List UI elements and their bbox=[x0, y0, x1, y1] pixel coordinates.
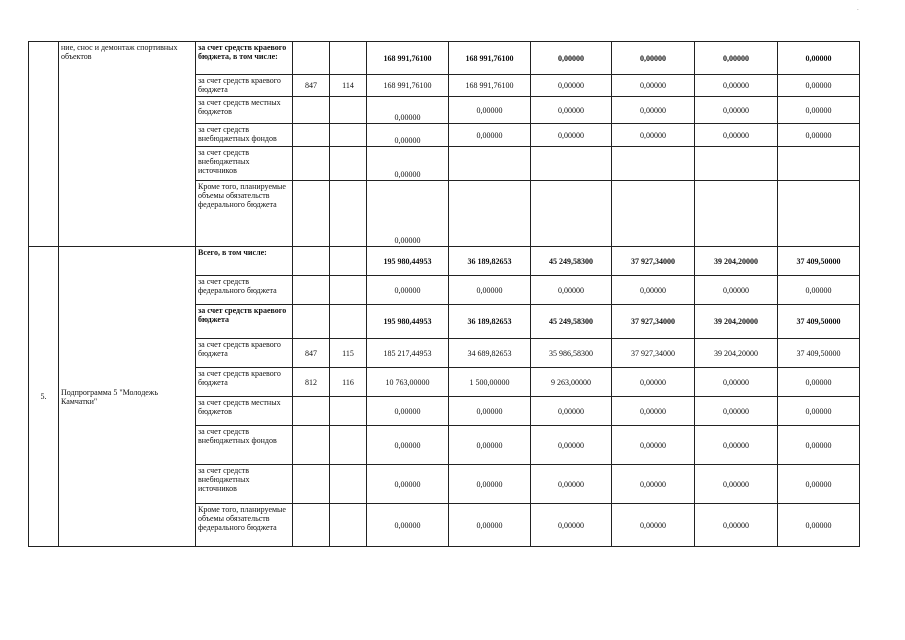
amount-cell: 34 689,82653 bbox=[449, 339, 531, 368]
amount-cell: 0,00000 bbox=[612, 368, 695, 397]
row-index bbox=[29, 42, 59, 247]
amount-cell: 185 217,44953 bbox=[367, 339, 449, 368]
amount-cell bbox=[695, 147, 778, 181]
expense-code bbox=[330, 504, 367, 547]
grbs-code bbox=[293, 397, 330, 426]
amount-cell: 0,00000 bbox=[449, 504, 531, 547]
amount-cell: 0,00000 bbox=[695, 465, 778, 504]
grbs-code bbox=[293, 465, 330, 504]
amount-cell: 0,00000 bbox=[612, 426, 695, 465]
amount-cell: 0,00000 bbox=[449, 276, 531, 305]
amount-cell bbox=[531, 147, 612, 181]
grbs-code bbox=[293, 42, 330, 75]
amount-cell: 168 991,76100 bbox=[449, 75, 531, 97]
amount-cell bbox=[449, 147, 531, 181]
expense-code bbox=[330, 426, 367, 465]
amount-cell: 0,00000 bbox=[778, 504, 860, 547]
amount-cell: 0,00000 bbox=[612, 397, 695, 426]
amount-cell bbox=[612, 147, 695, 181]
amount-cell: 45 249,58300 bbox=[531, 247, 612, 276]
amount-cell: 39 204,20000 bbox=[695, 247, 778, 276]
amount-cell: 0,00000 bbox=[695, 124, 778, 147]
amount-cell: 0,00000 bbox=[695, 97, 778, 124]
amount-cell: 0,00000 bbox=[449, 426, 531, 465]
expense-code: 115 bbox=[330, 339, 367, 368]
row-index: 5. bbox=[29, 247, 59, 547]
amount-cell: 45 249,58300 bbox=[531, 305, 612, 339]
amount-cell bbox=[531, 181, 612, 247]
funding-source: за счет средств внебюджетных источников bbox=[196, 465, 293, 504]
expense-code bbox=[330, 465, 367, 504]
amount-cell: 0,00000 bbox=[612, 465, 695, 504]
amount-cell: 0,00000 bbox=[695, 42, 778, 75]
table-row bbox=[29, 42, 860, 75]
expense-code bbox=[330, 181, 367, 247]
expense-code: 116 bbox=[330, 368, 367, 397]
amount-cell: 37 927,34000 bbox=[612, 339, 695, 368]
amount-cell: 0,00000 bbox=[367, 97, 449, 124]
grbs-code: 847 bbox=[293, 75, 330, 97]
expense-code bbox=[330, 397, 367, 426]
amount-cell: 0,00000 bbox=[612, 124, 695, 147]
funding-source: за счет средств внебюджетных фондов bbox=[196, 124, 293, 147]
funding-source: Всего, в том числе: bbox=[196, 247, 293, 276]
funding-source: за счет средств краевого бюджета bbox=[196, 339, 293, 368]
amount-cell: 0,00000 bbox=[367, 181, 449, 247]
amount-cell: 10 763,00000 bbox=[367, 368, 449, 397]
expense-code bbox=[330, 97, 367, 124]
amount-cell: 168 991,76100 bbox=[367, 75, 449, 97]
expense-code: 114 bbox=[330, 75, 367, 97]
amount-cell: 0,00000 bbox=[531, 426, 612, 465]
amount-cell: 0,00000 bbox=[367, 124, 449, 147]
amount-cell bbox=[778, 147, 860, 181]
amount-cell: 0,00000 bbox=[612, 276, 695, 305]
funding-source: за счет средств краевого бюджета bbox=[196, 75, 293, 97]
amount-cell: 37 409,50000 bbox=[778, 247, 860, 276]
amount-cell: 195 980,44953 bbox=[367, 247, 449, 276]
amount-cell: 0,00000 bbox=[449, 465, 531, 504]
funding-source: за счет средств федерального бюджета bbox=[196, 276, 293, 305]
funding-source: Кроме того, планируемые объемы обязательств федерального бюджета bbox=[196, 181, 293, 247]
amount-cell: 0,00000 bbox=[778, 276, 860, 305]
amount-cell: 0,00000 bbox=[695, 368, 778, 397]
amount-cell: 0,00000 bbox=[778, 397, 860, 426]
funding-source: за счет средств местных бюджетов bbox=[196, 97, 293, 124]
amount-cell: 0,00000 bbox=[531, 124, 612, 147]
amount-cell: 0,00000 bbox=[778, 426, 860, 465]
table-body bbox=[29, 42, 860, 547]
amount-cell: 0,00000 bbox=[695, 504, 778, 547]
amount-cell: 0,00000 bbox=[367, 504, 449, 547]
amount-cell: 195 980,44953 bbox=[367, 305, 449, 339]
funding-source: за счет средств внебюджетных источников bbox=[196, 147, 293, 181]
funding-source: Кроме того, планируемые объемы обязательств федерального бюджета bbox=[196, 504, 293, 547]
amount-cell: 0,00000 bbox=[531, 465, 612, 504]
grbs-code bbox=[293, 247, 330, 276]
amount-cell: 0,00000 bbox=[531, 75, 612, 97]
amount-cell: 0,00000 bbox=[778, 42, 860, 75]
expense-code bbox=[330, 42, 367, 75]
amount-cell: 0,00000 bbox=[367, 276, 449, 305]
amount-cell: 0,00000 bbox=[531, 504, 612, 547]
expense-code bbox=[330, 305, 367, 339]
amount-cell: 0,00000 bbox=[695, 276, 778, 305]
amount-cell bbox=[778, 181, 860, 247]
amount-cell: 0,00000 bbox=[612, 504, 695, 547]
funding-source: за счет средств краевого бюджета bbox=[196, 368, 293, 397]
grbs-code bbox=[293, 504, 330, 547]
amount-cell: 0,00000 bbox=[531, 97, 612, 124]
amount-cell: 1 500,00000 bbox=[449, 368, 531, 397]
program-name: Подпрограмма 5 "Молодежь Камчатки" bbox=[59, 247, 196, 547]
amount-cell: 0,00000 bbox=[367, 465, 449, 504]
amount-cell: 0,00000 bbox=[778, 75, 860, 97]
expense-code bbox=[330, 247, 367, 276]
funding-source: за счет средств краевого бюджета, в том числе: bbox=[196, 42, 293, 75]
grbs-code: 812 bbox=[293, 368, 330, 397]
table-row bbox=[29, 247, 860, 276]
amount-cell: 168 991,76100 bbox=[449, 42, 531, 75]
amount-cell: 0,00000 bbox=[778, 465, 860, 504]
amount-cell: 37 927,34000 bbox=[612, 305, 695, 339]
amount-cell: 0,00000 bbox=[367, 147, 449, 181]
funding-source: за счет средств местных бюджетов bbox=[196, 397, 293, 426]
amount-cell: 0,00000 bbox=[531, 42, 612, 75]
expense-code bbox=[330, 147, 367, 181]
amount-cell: 37 409,50000 bbox=[778, 339, 860, 368]
amount-cell: 37 927,34000 bbox=[612, 247, 695, 276]
grbs-code bbox=[293, 276, 330, 305]
amount-cell: 35 986,58300 bbox=[531, 339, 612, 368]
amount-cell: 9 263,00000 bbox=[531, 368, 612, 397]
corner-mark: · bbox=[856, 6, 859, 14]
expense-code bbox=[330, 276, 367, 305]
funding-source: за счет средств внебюджетных фондов bbox=[196, 426, 293, 465]
amount-cell bbox=[612, 181, 695, 247]
amount-cell: 39 204,20000 bbox=[695, 305, 778, 339]
amount-cell: 0,00000 bbox=[778, 97, 860, 124]
expense-code bbox=[330, 124, 367, 147]
program-name: ние, снос и демонтаж спортивных объектов bbox=[59, 42, 196, 247]
amount-cell: 0,00000 bbox=[778, 368, 860, 397]
amount-cell: 0,00000 bbox=[367, 397, 449, 426]
amount-cell: 0,00000 bbox=[695, 75, 778, 97]
grbs-code bbox=[293, 305, 330, 339]
funding-source: за счет средств краевого бюджета bbox=[196, 305, 293, 339]
amount-cell: 0,00000 bbox=[449, 124, 531, 147]
amount-cell: 0,00000 bbox=[695, 397, 778, 426]
amount-cell: 0,00000 bbox=[612, 75, 695, 97]
amount-cell: 0,00000 bbox=[695, 426, 778, 465]
amount-cell: 0,00000 bbox=[612, 42, 695, 75]
grbs-code bbox=[293, 97, 330, 124]
amount-cell: 0,00000 bbox=[367, 426, 449, 465]
amount-cell: 36 189,82653 bbox=[449, 305, 531, 339]
amount-cell: 0,00000 bbox=[778, 124, 860, 147]
amount-cell bbox=[695, 181, 778, 247]
amount-cell: 168 991,76100 bbox=[367, 42, 449, 75]
grbs-code bbox=[293, 181, 330, 247]
amount-cell: 36 189,82653 bbox=[449, 247, 531, 276]
amount-cell: 0,00000 bbox=[531, 397, 612, 426]
amount-cell: 0,00000 bbox=[531, 276, 612, 305]
amount-cell: 0,00000 bbox=[449, 97, 531, 124]
amount-cell bbox=[449, 181, 531, 247]
amount-cell: 39 204,20000 bbox=[695, 339, 778, 368]
grbs-code bbox=[293, 124, 330, 147]
amount-cell: 37 409,50000 bbox=[778, 305, 860, 339]
amount-cell: 0,00000 bbox=[612, 97, 695, 124]
budget-table bbox=[28, 41, 860, 547]
amount-cell: 0,00000 bbox=[449, 397, 531, 426]
grbs-code bbox=[293, 426, 330, 465]
grbs-code bbox=[293, 147, 330, 181]
grbs-code: 847 bbox=[293, 339, 330, 368]
